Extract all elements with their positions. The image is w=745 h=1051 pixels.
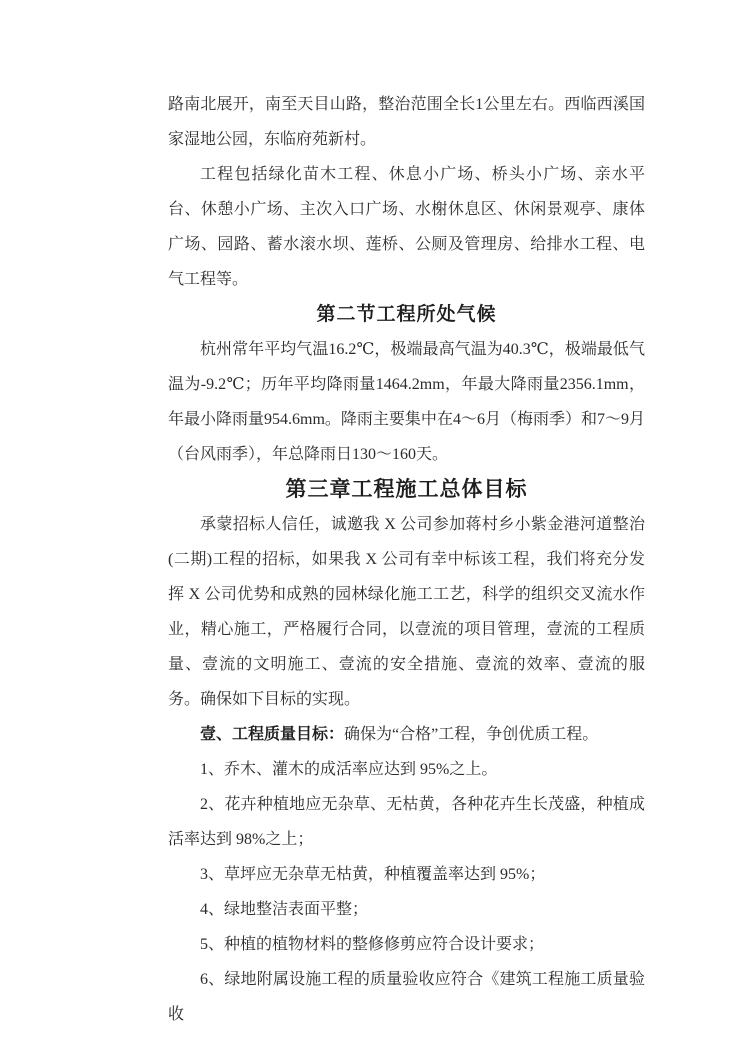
quality-goal-text: 确保为“合格”工程，争创优质工程。 [344, 726, 599, 743]
list-item-5: 5、种植的植物材料的整修修剪应符合设计要求； [200, 936, 545, 953]
list-item-4: 4、绿地整洁表面平整； [200, 901, 369, 918]
paragraph-climate: 杭州常年平均气温16.2℃，极端最高气温为40.3℃，极端最低气温为-9.2℃；历年平均降雨量1464.2mm，年最大降雨量2356.1mm，年最小降雨量954.6mm。降雨主要集中在4～6月（梅雨季）和7～9月（台风雨季），年总降雨日130～160天。 [168, 341, 645, 463]
section-heading-climate: 第二节工程所处气候 [316, 304, 497, 325]
paragraph-location-continuation: 路南北展开，南至天目山路，整治范围全长1公里左右。西临西溪国家湿地公园，东临府苑新村。 [168, 96, 645, 148]
list-item-2: 2、花卉种植地应无杂草、无枯黄，各种花卉生长茂盛，种植成活率达到 98%之上； [168, 796, 645, 848]
paragraph-project-scope: 工程包括绿化苗木工程、休息小广场、桥头小广场、亲水平台、休憩小广场、主次入口广场、水榭休息区、休闲景观亭、康体广场、园路、蓄水滚水坝、莲桥、公厕及管理房、给排水工程、电气工程等。 [168, 166, 645, 288]
list-item-6: 6、绿地附属设施工程的质量验收应符合《建筑工程施工质量验收 [168, 971, 645, 1023]
paragraph-quality-goal [168, 717, 645, 752]
list-item-1: 1、乔木、灌木的成活率应达到 95%之上。 [200, 761, 498, 778]
quality-goal-label: 壹、工程质量目标： [200, 726, 345, 743]
chapter-heading-overall-goals: 第三章工程施工总体目标 [285, 477, 528, 501]
paragraph-commitment: 承蒙招标人信任，诚邀我 X 公司参加蒋村乡小紫金港河道整治(二期)工程的招标，如果我 X 公司有幸中标该工程，我们将充分发挥 X 公司优势和成熟的园林绿化施工工艺，科学的组织交叉流水作业，精心施工，严格履行合同，以壹流的项目管理，壹流的工程质量、壹流的文明施工、壹流的安全措施、壹流的效率、壹流的服务。确保如下目标的实现。 [168, 516, 645, 708]
list-item-3: 3、草坪应无杂草无枯黄，种植覆盖率达到 95%； [200, 866, 546, 883]
